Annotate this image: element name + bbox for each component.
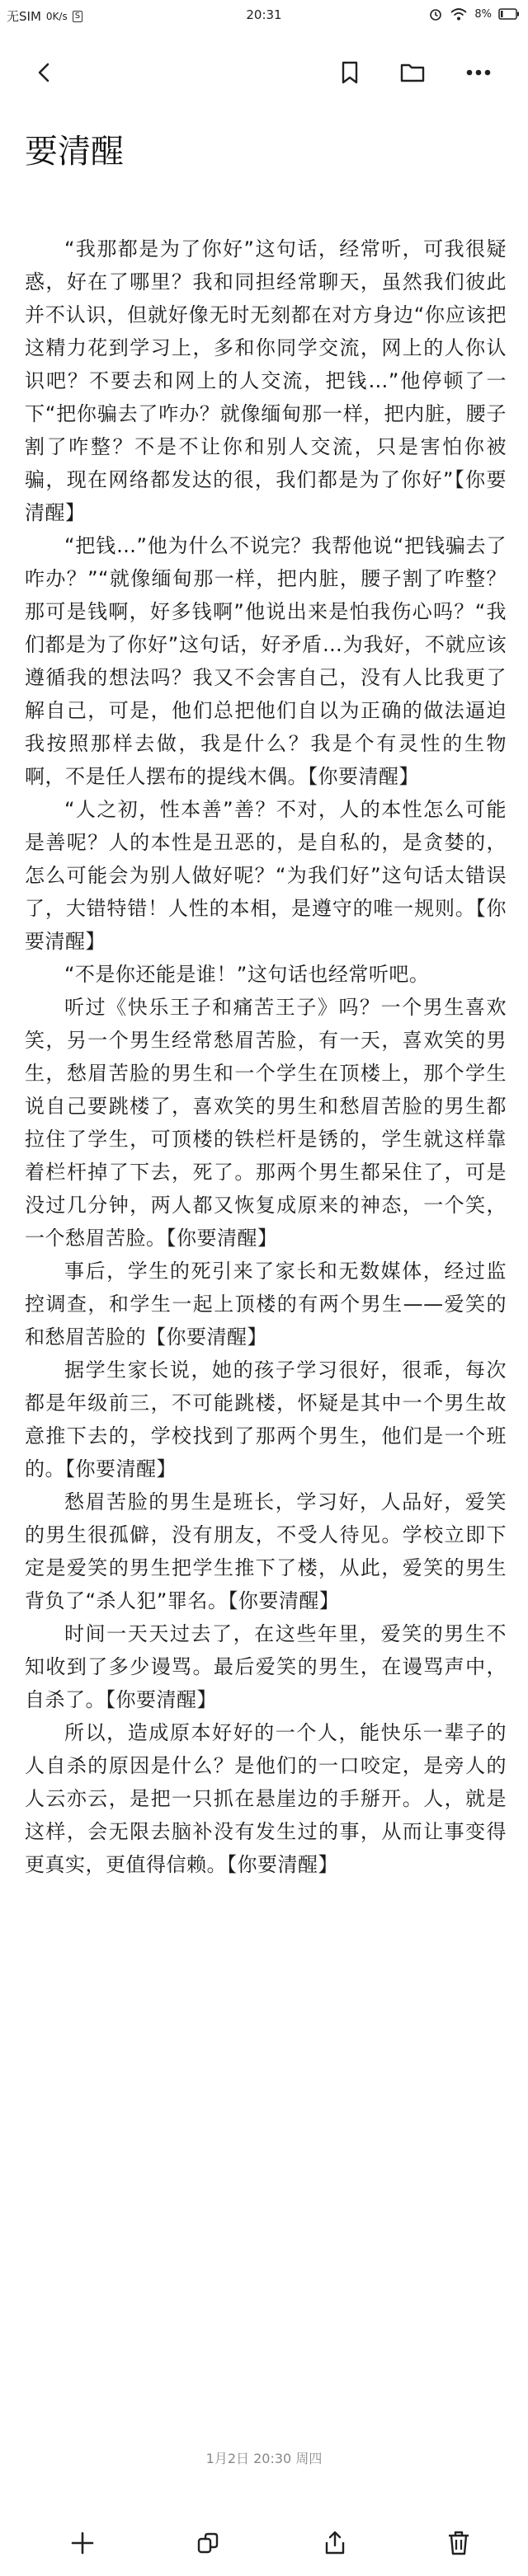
status-right (428, 7, 520, 21)
paragraph: 听过《快乐王子和痛苦王子》吗？一个男生喜欢笑，另一个男生经常愁眉苦脸，有一天，喜欢笑的男生，愁眉苦脸的男生和一个学生在顶楼上，那个学生说自己要跳楼了，喜欢笑的男生和愁眉苦脸的男生都拉住了学生，可顶楼的铁栏杆是锈的，学生就这样靠着栏杆掉了下去，死了。那两个男生都呆住了，可是没过几分钟，两人都又恢复成原来的神态，一个笑，一个愁眉苦脸。【你要清醒】 (25, 996, 507, 1250)
carrier-label: 无SIM (7, 9, 41, 24)
paragraph: “我那都是为了你好”这句话，经常听，可我很疑惑，好在了哪里？我和同担经常聊天，虽然我们彼此并不认识，但就好像无时无刻都在对方身边“你应该把这精力花到学习上，多和你同学交流，网上的人你认识吧？不要去和网上的人交流，把钱…”他停顿了一下“把你骗去了咋办？就像缅甸那一样，把内脏，腰子割了咋整？不是不让你和别人交流，只是害怕你被骗，现在网络都发达的很，我们都是为了你好”【你要清醒】 (25, 237, 507, 524)
bookmark-icon (338, 60, 361, 85)
more-icon (465, 68, 492, 77)
share-button[interactable] (315, 2523, 355, 2563)
share-icon (323, 2530, 347, 2556)
back-icon (33, 61, 56, 84)
sim-icon: S (73, 11, 82, 22)
back-button[interactable] (25, 53, 64, 92)
top-toolbar (0, 46, 528, 99)
folder-icon (399, 61, 426, 84)
paragraph: “不是你还能是谁！”这句话也经常听吧。 (64, 963, 430, 986)
status-bar (0, 0, 528, 33)
more-button[interactable] (459, 53, 498, 92)
bookmark-button[interactable] (330, 53, 370, 92)
paragraph: 所以，造成原本好好的一个人，能快乐一辈子的人自杀的原因是什么？是他们的一口咬定，是旁人的人云亦云，是把一只抓在悬崖边的手掰开。人，就是这样，会无限去脑补没有发生过的事，从而让事变得更真实，更值得信赖。【你要清醒】 (25, 1721, 507, 1876)
battery-percent: 8% (474, 7, 492, 21)
network-speed: 0K/s (45, 10, 68, 22)
trash-icon (446, 2530, 471, 2556)
wifi-icon (450, 7, 468, 21)
paragraph: “人之初，性本善”善？不对，人的本性怎么可能是善呢？人的本性是丑恶的，是自私的，是贪婪的，怎么可能会为别人做好呢？“为我们好”这句话太错误了，大错特错！人性的本相，是遵守的唯一规则。【你要清醒】 (25, 798, 507, 953)
add-icon (70, 2531, 95, 2555)
paragraph: 愁眉苦脸的男生是班长，学习好，人品好，爱笑的男生很孤僻，没有朋友，不受人待见。学校立即下定是爱笑的男生把学生推下了楼，从此，爱笑的男生背负了“杀人犯”罪名。【你要清醒】 (25, 1490, 507, 1612)
note-title[interactable]: 要清醒 (25, 133, 124, 171)
add-button[interactable] (63, 2523, 102, 2563)
battery-icon (498, 8, 520, 20)
folder-button[interactable] (393, 53, 432, 92)
paragraph: “把钱…”他为什么不说完？我帮他说“把钱骗去了咋办？”“就像缅甸那一样，把内脏，腰子割了咋整？那可是钱啊，好多钱啊”他说出来是怕我伤心吗？“我们都是为了你好”这句话，好矛盾…为我好，不就应该遵循我的想法吗？我又不会害自己，没有人比我更了解自己，可是，他们总把他们自以为正确的做法逼迫我按照那样去做，我是什么？我是个有灵性的生物啊，不是任人摆布的提线木偶。【你要清醒】 (25, 534, 507, 788)
paragraph: 据学生家长说，她的孩子学习很好，很乖，每次都是年级前三，不可能跳楼，怀疑是其中一个男生故意推下去的，学校找到了那两个男生，他们是一个班的。【你要清醒】 (25, 1358, 507, 1480)
paragraph: 事后，学生的死引来了家长和无数媒体，经过监控调查，和学生一起上顶楼的有两个男生——爱笑的和愁眉苦脸的【你要清醒】 (25, 1260, 507, 1349)
copy-icon (196, 2531, 220, 2555)
paragraph: 时间一天天过去了，在这些年里，爱笑的男生不知收到了多少谩骂。最后爱笑的男生，在谩骂声中，自杀了。【你要清醒】 (25, 1622, 507, 1711)
copy-button[interactable] (188, 2523, 228, 2563)
bottom-toolbar (0, 2510, 528, 2576)
note-date: 1月2日 20:30 周四 (205, 2451, 323, 2466)
alarm-icon (428, 7, 443, 21)
note-body[interactable] (25, 232, 507, 1881)
status-time: 20:31 (246, 7, 282, 22)
delete-button[interactable] (439, 2523, 478, 2563)
